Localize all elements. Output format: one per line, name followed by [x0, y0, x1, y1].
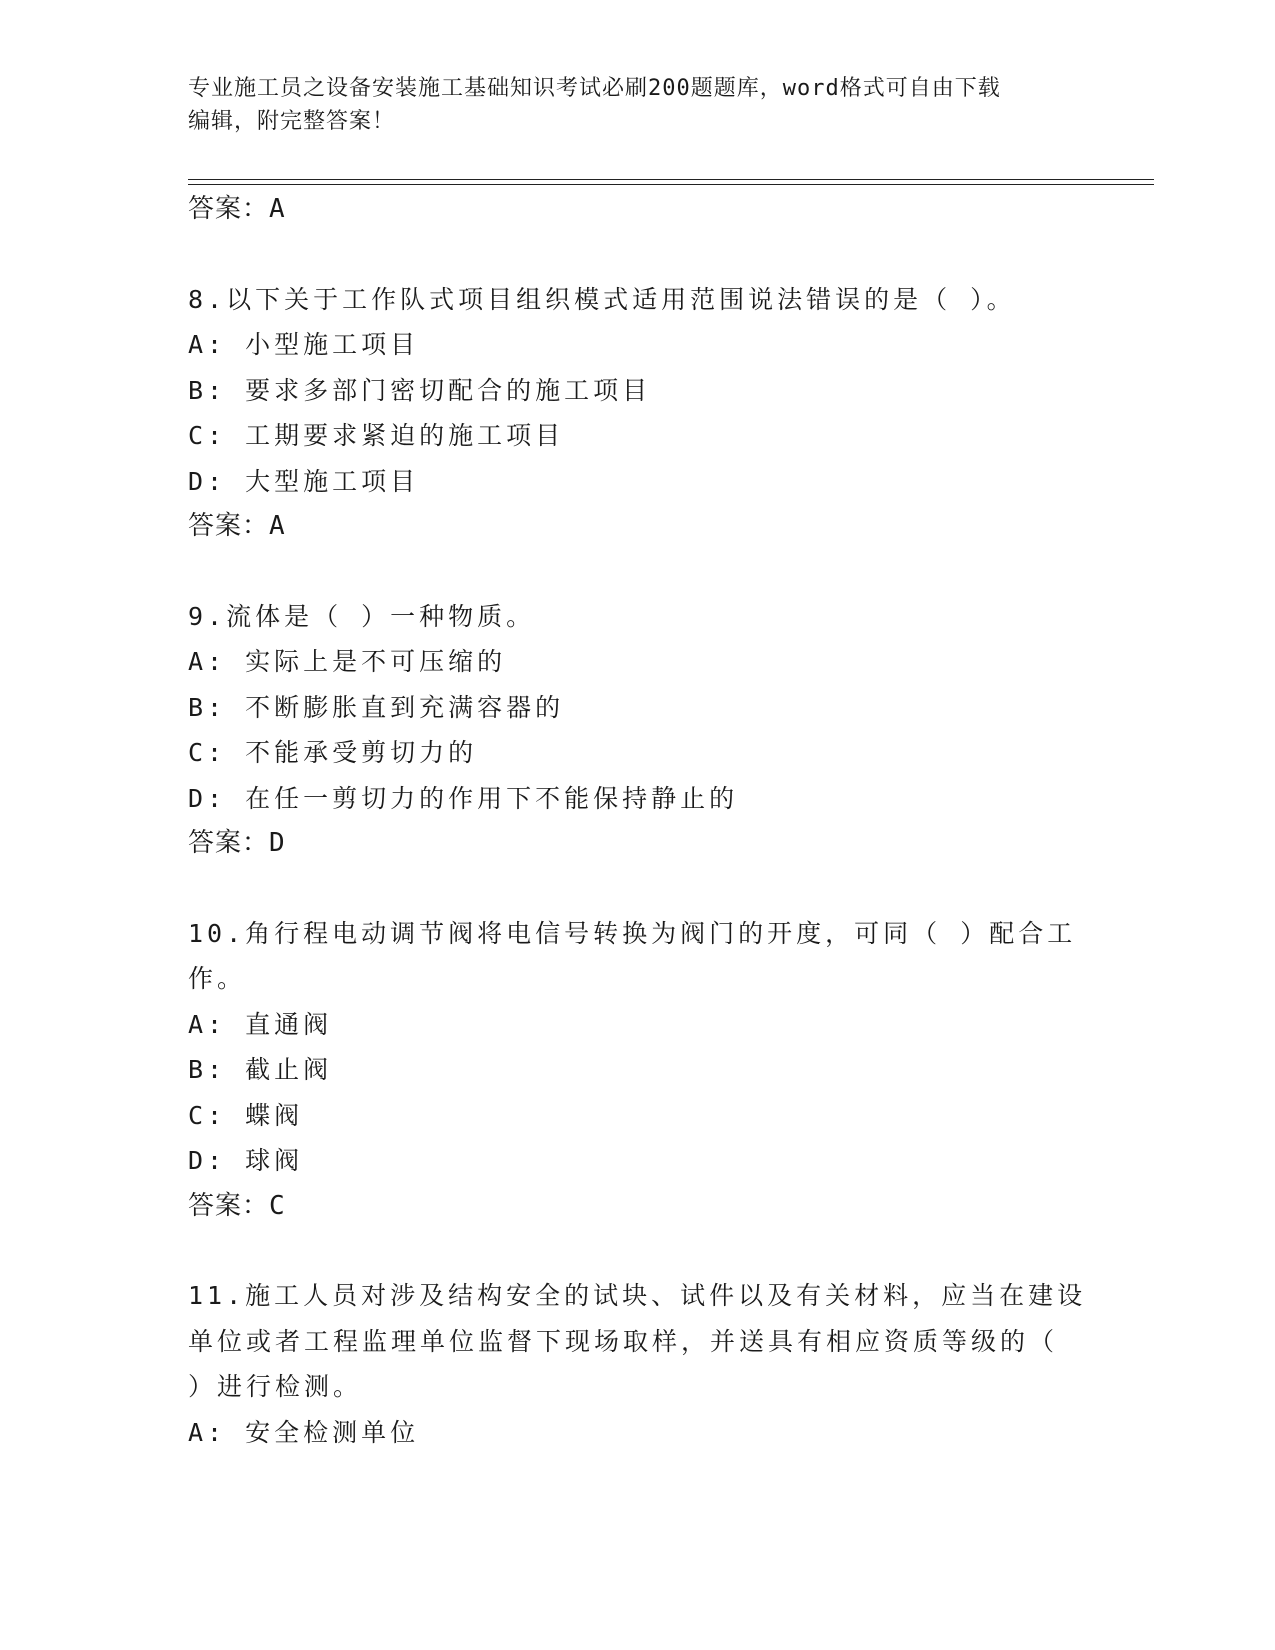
option-d: D: 大型施工项目 [188, 466, 420, 496]
header-line-1: 专业施工员之设备安装施工基础知识考试必刷200题题库，word格式可自由下载 [188, 76, 1001, 101]
header-line-2: 编辑，附完整答案！ [188, 109, 396, 134]
spacer [188, 867, 1088, 911]
question-9 [188, 594, 1088, 867]
answer-value: D [269, 828, 286, 858]
question-stem-line-1: 10.角行程电动调节阀将电信号转换为阀门的开度，可同（ ）配合工 [188, 918, 1077, 948]
answer-value: C [269, 1190, 286, 1221]
option-c: C: 蝶阀 [188, 1100, 304, 1130]
option-a: A: 实际上是不可压缩的 [188, 647, 507, 676]
spacer [188, 550, 1088, 594]
answer-line [188, 1184, 1088, 1230]
option-c: C: 工期要求紧迫的施工项目 [188, 421, 565, 450]
answer-value: A [269, 194, 286, 224]
option-a: A: 小型施工项目 [188, 330, 420, 359]
question-10 [188, 911, 1088, 1230]
answer-value: A [269, 511, 286, 541]
document-body [188, 187, 1088, 1455]
question-stem-line-1: 11.施工人员对涉及结构安全的试块、试件以及有关材料，应当在建设 [188, 1281, 1087, 1310]
option-a: A: 安全检测单位 [188, 1417, 420, 1447]
answer-line [188, 504, 1088, 550]
question-stem: 8.以下关于工作队式项目组织模式适用范围说法错误的是（ ）。 [188, 284, 1016, 314]
question-stem: 9.流体是（ ）一种物质。 [188, 601, 536, 631]
answer-line [188, 821, 1088, 867]
spacer [188, 1229, 1088, 1273]
header-divider-top [188, 179, 1154, 180]
answer-label: 答案： [188, 511, 270, 541]
document-header [188, 72, 1068, 138]
question-8 [188, 277, 1088, 550]
option-d: D: 球阀 [188, 1146, 304, 1175]
option-d: D: 在任一剪切力的作用下不能保持静止的 [188, 783, 739, 813]
question-11 [188, 1273, 1088, 1455]
option-c: C: 不能承受剪切力的 [188, 738, 478, 767]
spacer [188, 233, 1088, 277]
option-a: A: 直通阀 [188, 1009, 333, 1039]
option-b: B: 要求多部门密切配合的施工项目 [188, 375, 652, 405]
answer-label: 答案： [188, 1190, 270, 1221]
header-divider-bottom [188, 184, 1154, 185]
question-stem-line-2: 作。 [188, 964, 247, 993]
question-stem-line-2: 单位或者工程监理单位监督下现场取样，并送具有相应资质等级的（ [188, 1326, 1059, 1356]
option-b: B: 不断膨胀直到充满容器的 [188, 692, 565, 722]
answer-label: 答案： [188, 828, 270, 858]
answer-line [188, 187, 1088, 233]
answer-label: 答案： [188, 194, 270, 224]
question-stem-line-3: ）进行检测。 [188, 1372, 363, 1401]
option-b: B: 截止阀 [188, 1055, 333, 1084]
